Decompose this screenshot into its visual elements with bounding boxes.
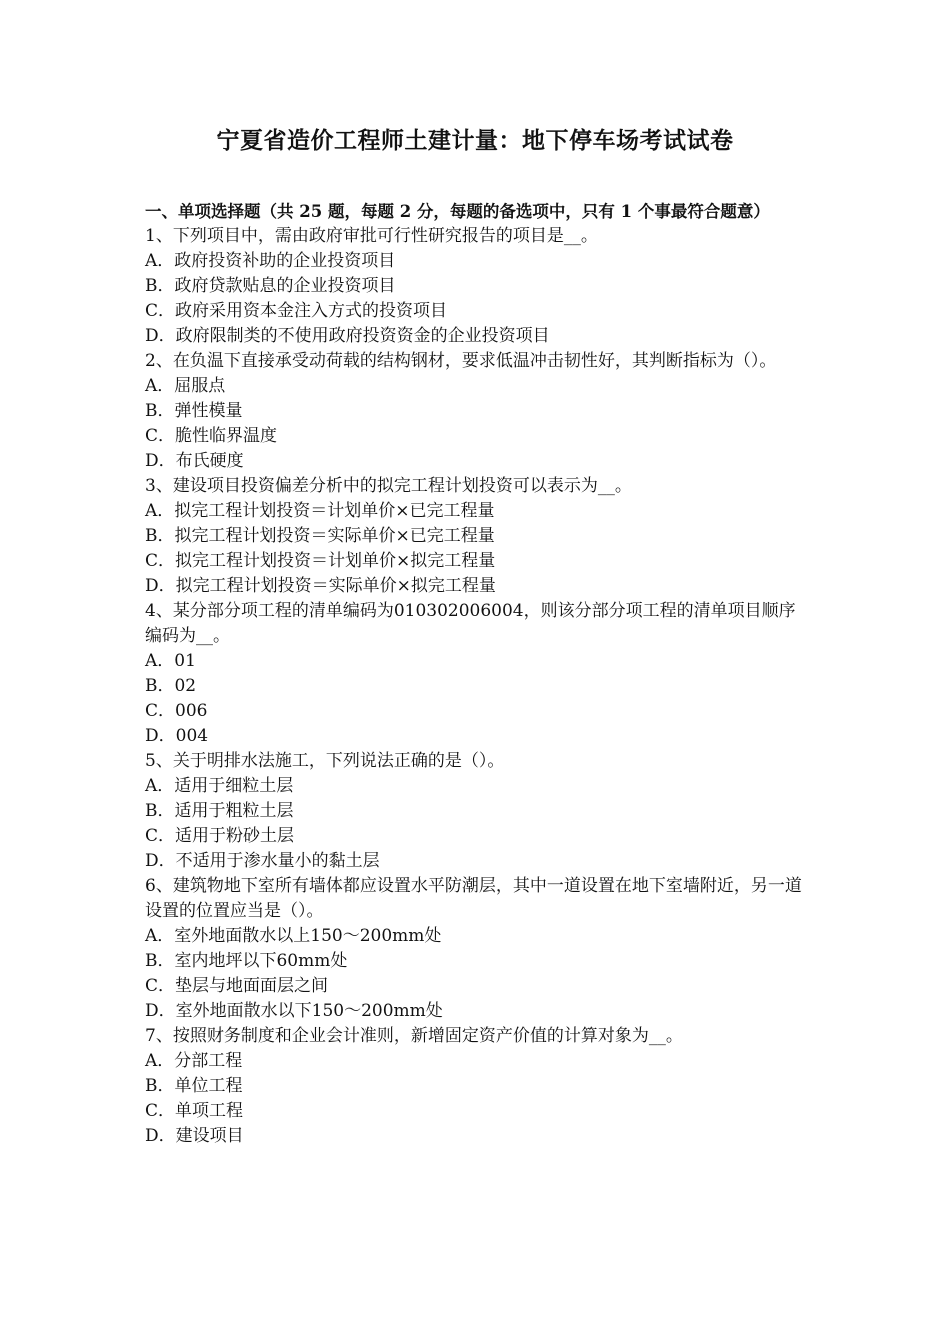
answer-option: C．006 (145, 701, 208, 721)
answer-option: C．拟完工程计划投资＝计划单价×拟完工程量 (145, 551, 496, 571)
answer-option: C．单项工程 (145, 1101, 244, 1121)
answer-option: B．02 (145, 676, 197, 696)
exam-content (145, 199, 807, 1149)
question-stem: 7、按照财务制度和企业会计准则，新增固定资产价值的计算对象为__。 (145, 1026, 683, 1046)
answer-option: B．弹性模量 (145, 401, 243, 421)
answer-option: B．拟完工程计划投资＝实际单价×已完工程量 (145, 526, 495, 546)
answer-option: D．拟完工程计划投资＝实际单价×拟完工程量 (145, 576, 496, 596)
answer-option: D．室外地面散水以下150～200mm处 (145, 1001, 443, 1021)
answer-option: D．布氏硬度 (145, 451, 244, 471)
section-header: 一、单项选择题（共 25 题，每题 2 分，每题的备选项中，只有 1 个事最符合题意） (145, 202, 770, 221)
answer-option: B．室内地坪以下60mm处 (145, 951, 348, 971)
answer-option: C．适用于粉砂土层 (145, 826, 295, 846)
answer-option: C．政府采用资本金注入方式的投资项目 (145, 301, 448, 321)
question-stem: 1、下列项目中，需由政府审批可行性研究报告的项目是__。 (145, 226, 598, 246)
answer-option: B．政府贷款贴息的企业投资项目 (145, 276, 396, 296)
answer-option: A．拟完工程计划投资＝计划单价×已完工程量 (145, 501, 495, 521)
page-title: 宁夏省造价工程师土建计量：地下停车场考试试卷 (216, 127, 734, 154)
answer-option: A．屈服点 (145, 376, 226, 396)
answer-option: B．适用于粗粒土层 (145, 801, 294, 821)
answer-option: D．不适用于渗水量小的黏土层 (145, 851, 380, 871)
question-stem: 2、在负温下直接承受动荷载的结构钢材，要求低温冲击韧性好，其判断指标为（）。 (145, 351, 777, 371)
answer-option: A．适用于细粒土层 (145, 776, 294, 796)
question-stem: 3、建设项目投资偏差分析中的拟完工程计划投资可以表示为__。 (145, 476, 632, 496)
answer-option: A．室外地面散水以上150～200mm处 (145, 926, 442, 946)
answer-option: A．01 (145, 651, 196, 671)
question-stem: 4、某分部分项工程的清单编码为010302006004，则该分部分项工程的清单项目顺序编码为__。 (145, 601, 796, 646)
answer-option: A．政府投资补助的企业投资项目 (145, 251, 396, 271)
answer-option: C．垫层与地面面层之间 (145, 976, 329, 996)
question-stem: 5、关于明排水法施工，下列说法正确的是（）。 (145, 751, 505, 771)
answer-option: D．建设项目 (145, 1126, 244, 1146)
answer-option: B．单位工程 (145, 1076, 243, 1096)
answer-option: A．分部工程 (145, 1051, 243, 1071)
answer-option: D．004 (145, 726, 209, 746)
answer-option: C．脆性临界温度 (145, 426, 278, 446)
answer-option: D．政府限制类的不使用政府投资资金的企业投资项目 (145, 326, 550, 346)
question-stem: 6、建筑物地下室所有墙体都应设置水平防潮层，其中一道设置在地下室墙附近，另一道设置的位置应当是（）。 (145, 876, 802, 921)
